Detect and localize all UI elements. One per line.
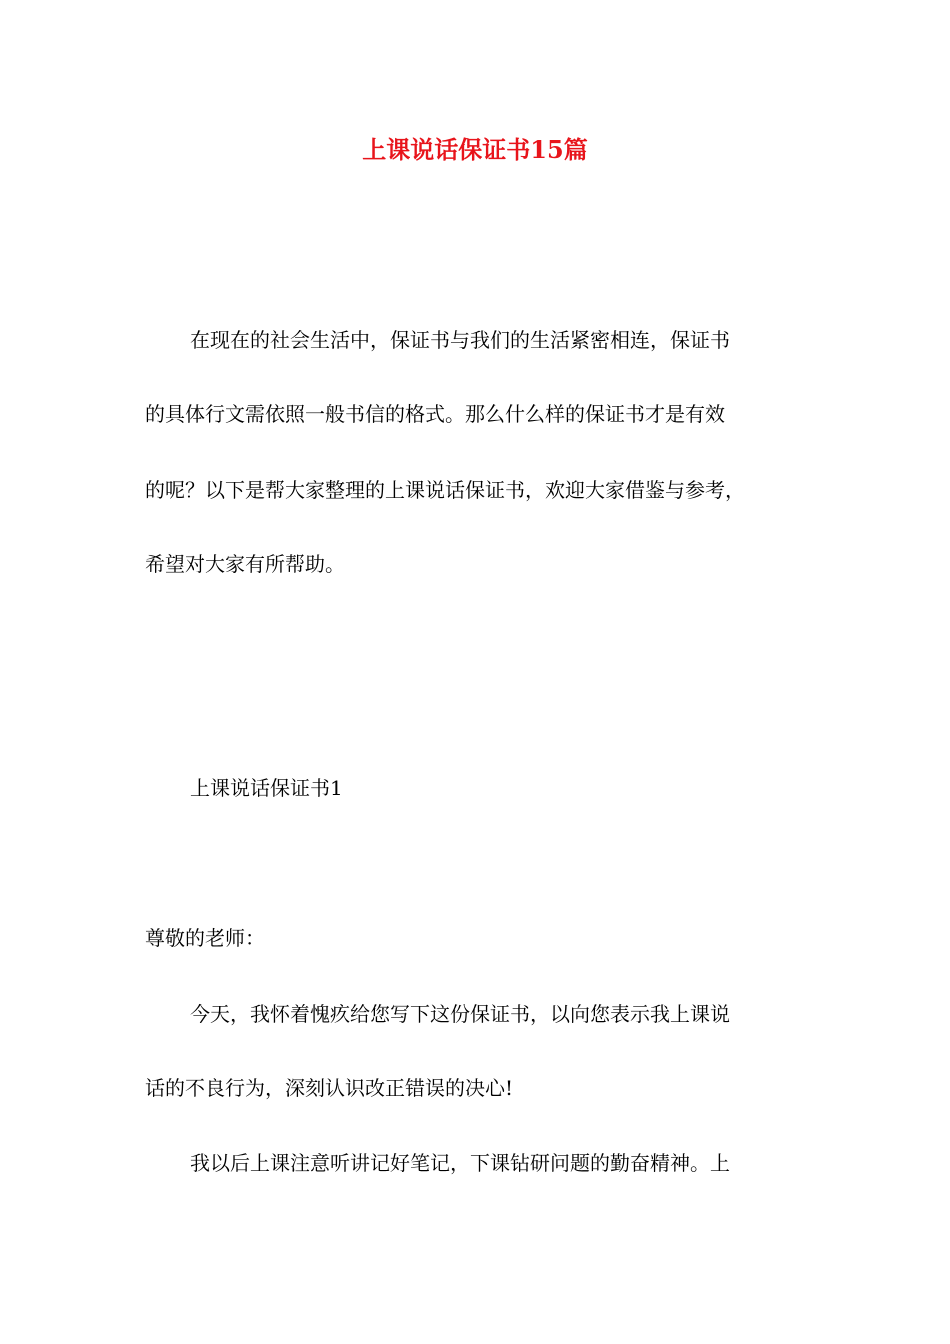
intro-line-1: 在现在的社会生活中，保证书与我们的生活紧密相连，保证书 bbox=[190, 328, 730, 352]
intro-line-3: 的呢？以下是帮大家整理的上课说话保证书，欢迎大家借鉴与参考， bbox=[145, 478, 745, 502]
document-title: 上课说话保证书15篇 bbox=[362, 135, 588, 164]
salutation: 尊敬的老师： bbox=[145, 926, 265, 950]
body-line-1: 今天，我怀着愧疚给您写下这份保证书，以向您表示我上课说 bbox=[190, 1002, 730, 1026]
intro-line-4: 希望对大家有所帮助。 bbox=[145, 552, 345, 576]
section-heading: 上课说话保证书1 bbox=[190, 776, 343, 800]
body-line-3: 我以后上课注意听讲记好笔记，下课钻研问题的勤奋精神。上 bbox=[190, 1151, 730, 1175]
intro-line-2: 的具体行文需依照一般书信的格式。那么什么样的保证书才是有效 bbox=[145, 402, 725, 426]
body-line-2: 话的不良行为，深刻认识改正错误的决心! bbox=[145, 1076, 514, 1100]
